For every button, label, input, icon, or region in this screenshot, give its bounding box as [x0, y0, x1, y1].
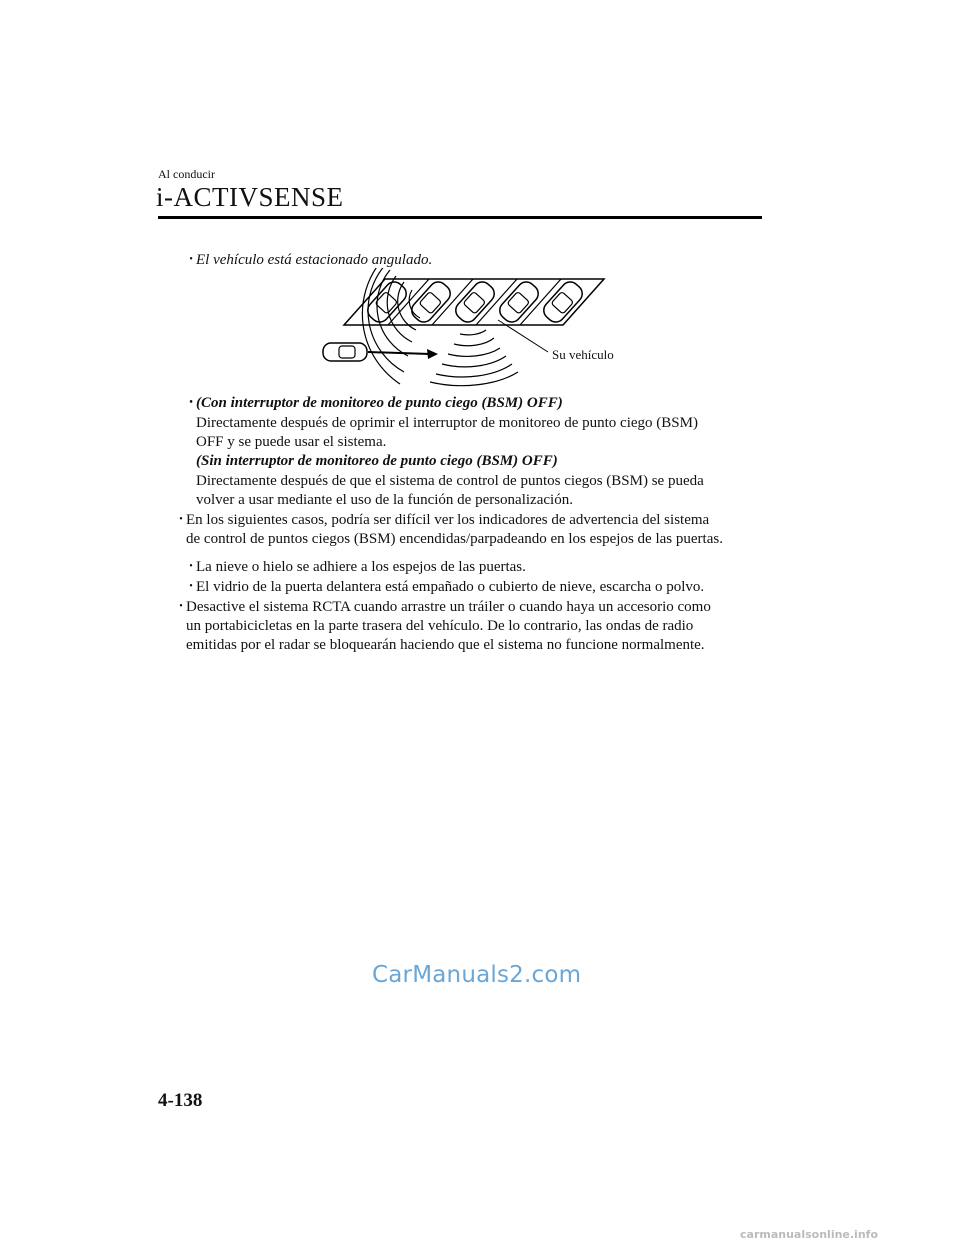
bullet-icon: •: [189, 581, 193, 592]
rcta-note-3: emitidas por el radar se bloquearán haciendo que el sistema no funcione normalmente.: [186, 637, 705, 653]
figure-caption-bullet: • El vehículo está estacionado angulado.: [186, 250, 432, 270]
bullet-icon: •: [189, 254, 193, 265]
parked-car-2: [408, 278, 454, 325]
bullet-icon: •: [179, 601, 183, 612]
bullet-icon: •: [189, 561, 193, 572]
site-mark: carmanualsonline.info: [740, 1228, 878, 1241]
switch-on-text-2: OFF y se puede usar el sistema.: [196, 434, 387, 450]
section-title: i-ACTIVSENSE: [156, 182, 344, 212]
switch-off-text-2: volver a usar mediante el uso de la función de personalización.: [196, 492, 573, 508]
parked-car-5: [540, 278, 586, 325]
section-label: Al conducir: [158, 167, 215, 181]
your-vehicle-label: Su vehículo: [552, 347, 614, 362]
angled-parking-illustration: [300, 268, 660, 400]
bullet-icon: •: [179, 514, 183, 525]
watermark-logo: CarManuals2.com: [372, 962, 582, 988]
parked-car-4: [496, 278, 542, 325]
rcta-note-2: un portabicicletas en la parte trasera del vehículo. De lo contrario, las ondas de radio: [186, 618, 694, 634]
switch-on-text-1: Directamente después de oprimir el interruptor de monitoreo de punto ciego (BSM): [196, 415, 698, 431]
your-vehicle: [323, 343, 367, 361]
cases-intro-1: • En los siguientes casos, podría ser difícil ver los indicadores de advertencia del sistema: [176, 510, 709, 530]
bullet-icon: •: [189, 397, 193, 408]
header-rule: [158, 216, 762, 219]
switch-off-heading: (Sin interruptor de monitoreo de punto ciego (BSM) OFF): [196, 453, 558, 469]
switch-off-text-1: Directamente después de que el sistema de control de puntos ciegos (BSM) se pueda: [196, 473, 704, 489]
case-item-2: • El vidrio de la puerta delantera está empañado o cubierto de nieve, escarcha o polvo.: [186, 577, 704, 597]
rcta-note-1: • Desactive el sistema RCTA cuando arrastre un tráiler o cuando haya un accesorio como: [176, 597, 711, 617]
case-item-1: • La nieve o hielo se adhiere a los espejos de las puertas.: [186, 557, 526, 577]
cases-intro-2: de control de puntos ciegos (BSM) encendidas/parpadeando en los espejos de las puertas.: [186, 531, 723, 547]
parked-car-3: [452, 278, 498, 325]
switch-on-heading: • (Con interruptor de monitoreo de punto ciego (BSM) OFF): [186, 393, 563, 413]
direction-arrow-icon: [427, 349, 438, 359]
radar-waves-right: [430, 330, 518, 386]
page-number: 4-138: [158, 1090, 203, 1111]
